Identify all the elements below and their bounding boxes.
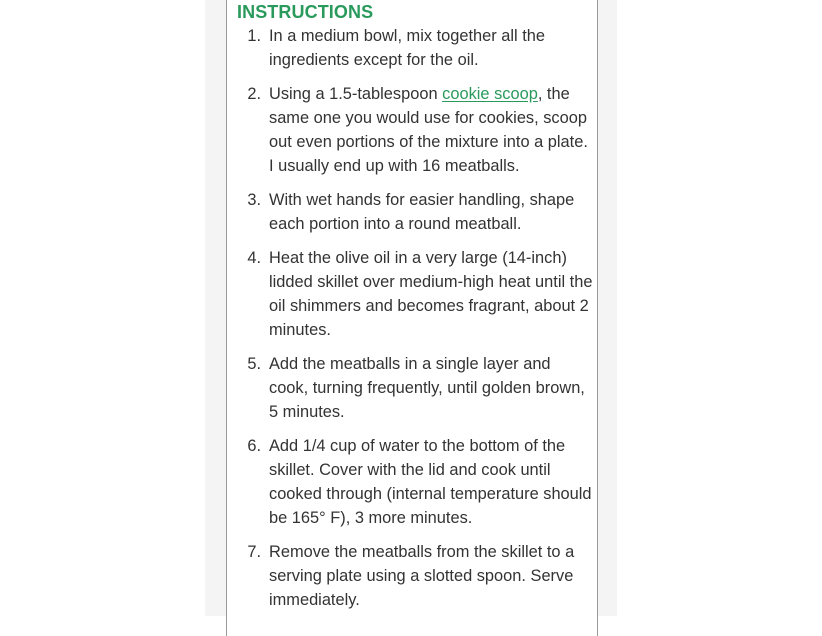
step-number: 2.: [247, 85, 261, 103]
instructions-heading: INSTRUCTIONS: [237, 2, 374, 22]
step-number: 7.: [247, 543, 261, 561]
instruction-step-6: [237, 434, 593, 530]
instruction-step-7: [237, 540, 593, 612]
instruction-step-3: [237, 188, 593, 236]
step-number: 3.: [247, 191, 261, 209]
step-number: 6.: [247, 437, 261, 455]
step-text: Remove the meatballs from the skillet to a serving plate using a slotted spoon. Serve immediately.: [269, 543, 575, 609]
step-text: Add 1/4 cup of water to the bottom of the skillet. Cover with the lid and cook until cooked through (internal temperature should be 165° F), 3 more minutes.: [269, 437, 592, 527]
step-number: 1.: [247, 27, 261, 45]
instruction-step-1: [237, 24, 593, 72]
instruction-step-2: [237, 82, 593, 178]
step-text: In a medium bowl, mix together all the ingredients except for the oil.: [269, 27, 546, 69]
instructions-list: [237, 24, 593, 622]
step-text-after: , the same one you would use for cookies, scoop out even portions of the mixture into a plate. I usually end up with 16 meatballs.: [269, 85, 588, 175]
step-text: With wet hands for easier handling, shape each portion into a round meatball.: [269, 191, 575, 233]
step-text: Add the meatballs in a single layer and cook, turning frequently, until golden brown, 5 minutes.: [269, 355, 585, 421]
step-text: Heat the olive oil in a very large (14-inch) lidded skillet over medium-high heat until the oil shimmers and becomes fragrant, about 2 minutes.: [269, 249, 593, 339]
instruction-step-4: [237, 246, 593, 342]
cookie-scoop-link[interactable]: cookie scoop: [442, 85, 538, 103]
recipe-card: [226, 0, 598, 636]
step-text-before: Using a 1.5-tablespoon: [269, 85, 443, 103]
instruction-step-5: [237, 352, 593, 424]
step-number: 4.: [247, 249, 261, 267]
step-number: 5.: [247, 355, 261, 373]
